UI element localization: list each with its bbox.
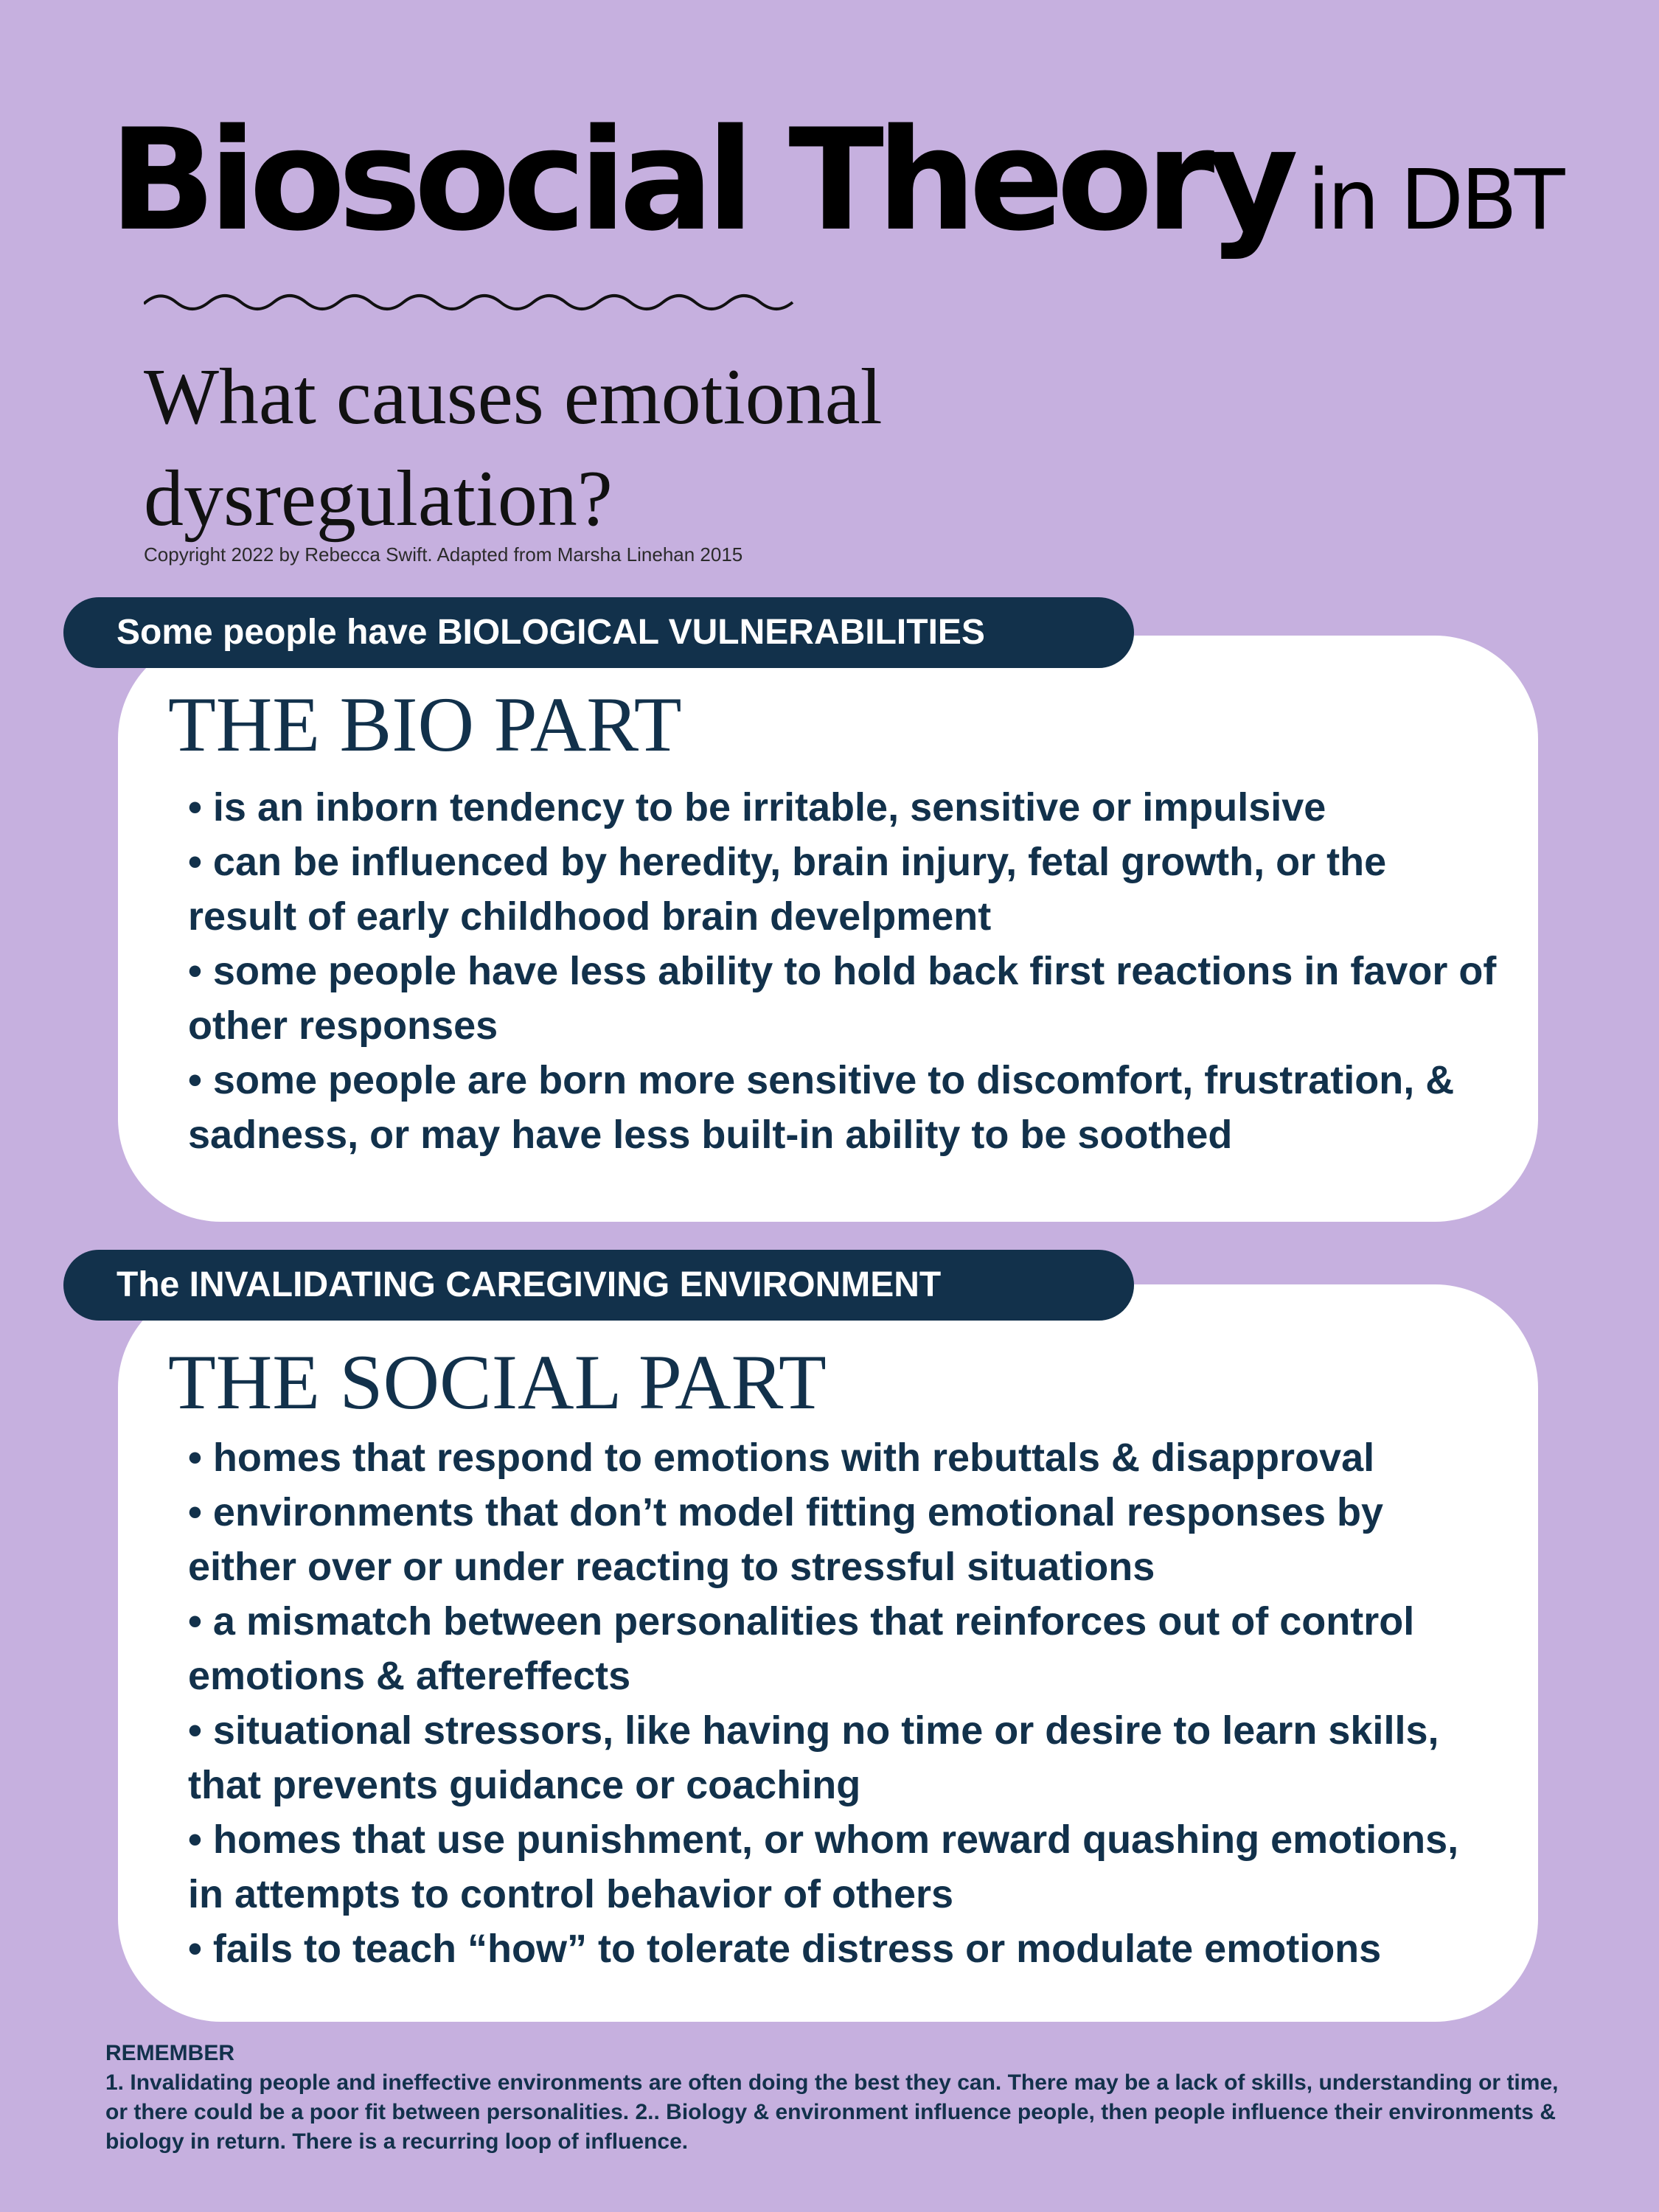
list-item: • some people have less ability to hold back first reactions in favor of other responses — [188, 944, 1501, 1053]
list-item: • can be influenced by heredity, brain injury, fetal growth, or the result of early childhood brain develpment — [188, 835, 1501, 944]
subtitle — [144, 347, 883, 550]
subtitle-line-2: dysregulation? — [144, 455, 613, 543]
list-item: • homes that use punishment, or whom reward quashing emotions, in attempts to control behavior of others — [188, 1812, 1501, 1921]
list-item: • a mismatch between personalities that reinforces out of control emotions & aftereffects — [188, 1594, 1501, 1703]
social-card — [118, 1284, 1538, 2022]
social-banner: The INVALIDATING CAREGIVING ENVIRONMENT — [63, 1250, 1134, 1321]
squiggle-divider — [144, 289, 800, 316]
list-item: • environments that don’t model fitting emotional responses by either over or under reacting to stressful situations — [188, 1485, 1501, 1594]
list-item: • homes that respond to emotions with rebuttals & disapproval — [188, 1430, 1501, 1485]
title-main: Biosocial Theory — [109, 99, 1292, 262]
list-item: • situational stressors, like having no time or desire to learn skills, that prevents guidance or coaching — [188, 1703, 1501, 1812]
social-list — [188, 1430, 1501, 1976]
remember-note — [105, 2039, 1565, 2157]
list-item: • is an inborn tendency to be irritable, sensitive or impulsive — [188, 780, 1501, 835]
bio-card — [118, 636, 1538, 1222]
page-title — [109, 99, 1562, 262]
bio-heading: THE BIO PART — [168, 681, 682, 768]
remember-body: 1. Invalidating people and ineffective environments are often doing the best they can. There may be a lack of skills, understanding or time, or there could be a poor fit between personalities. 2.. Biology & environment influence people, then people influence their environments & biology in return. There is a recurring loop of influence. — [105, 2070, 1559, 2154]
social-heading: THE SOCIAL PART — [168, 1339, 827, 1425]
copyright-text: Copyright 2022 by Rebecca Swift. Adapted from Marsha Linehan 2015 — [144, 543, 743, 566]
list-item: • fails to teach “how” to tolerate distress or modulate emotions — [188, 1921, 1501, 1976]
subtitle-line-1: What causes emotional — [144, 353, 883, 441]
title-sub: in DBT — [1307, 153, 1562, 248]
bio-list — [188, 780, 1501, 1162]
bio-banner: Some people have BIOLOGICAL VULNERABILITIES — [63, 597, 1134, 668]
squiggle-line — [144, 296, 793, 309]
list-item: • some people are born more sensitive to discomfort, frustration, & sadness, or may have less built-in ability to be soothed — [188, 1053, 1501, 1162]
remember-heading: REMEMBER — [105, 2041, 235, 2065]
